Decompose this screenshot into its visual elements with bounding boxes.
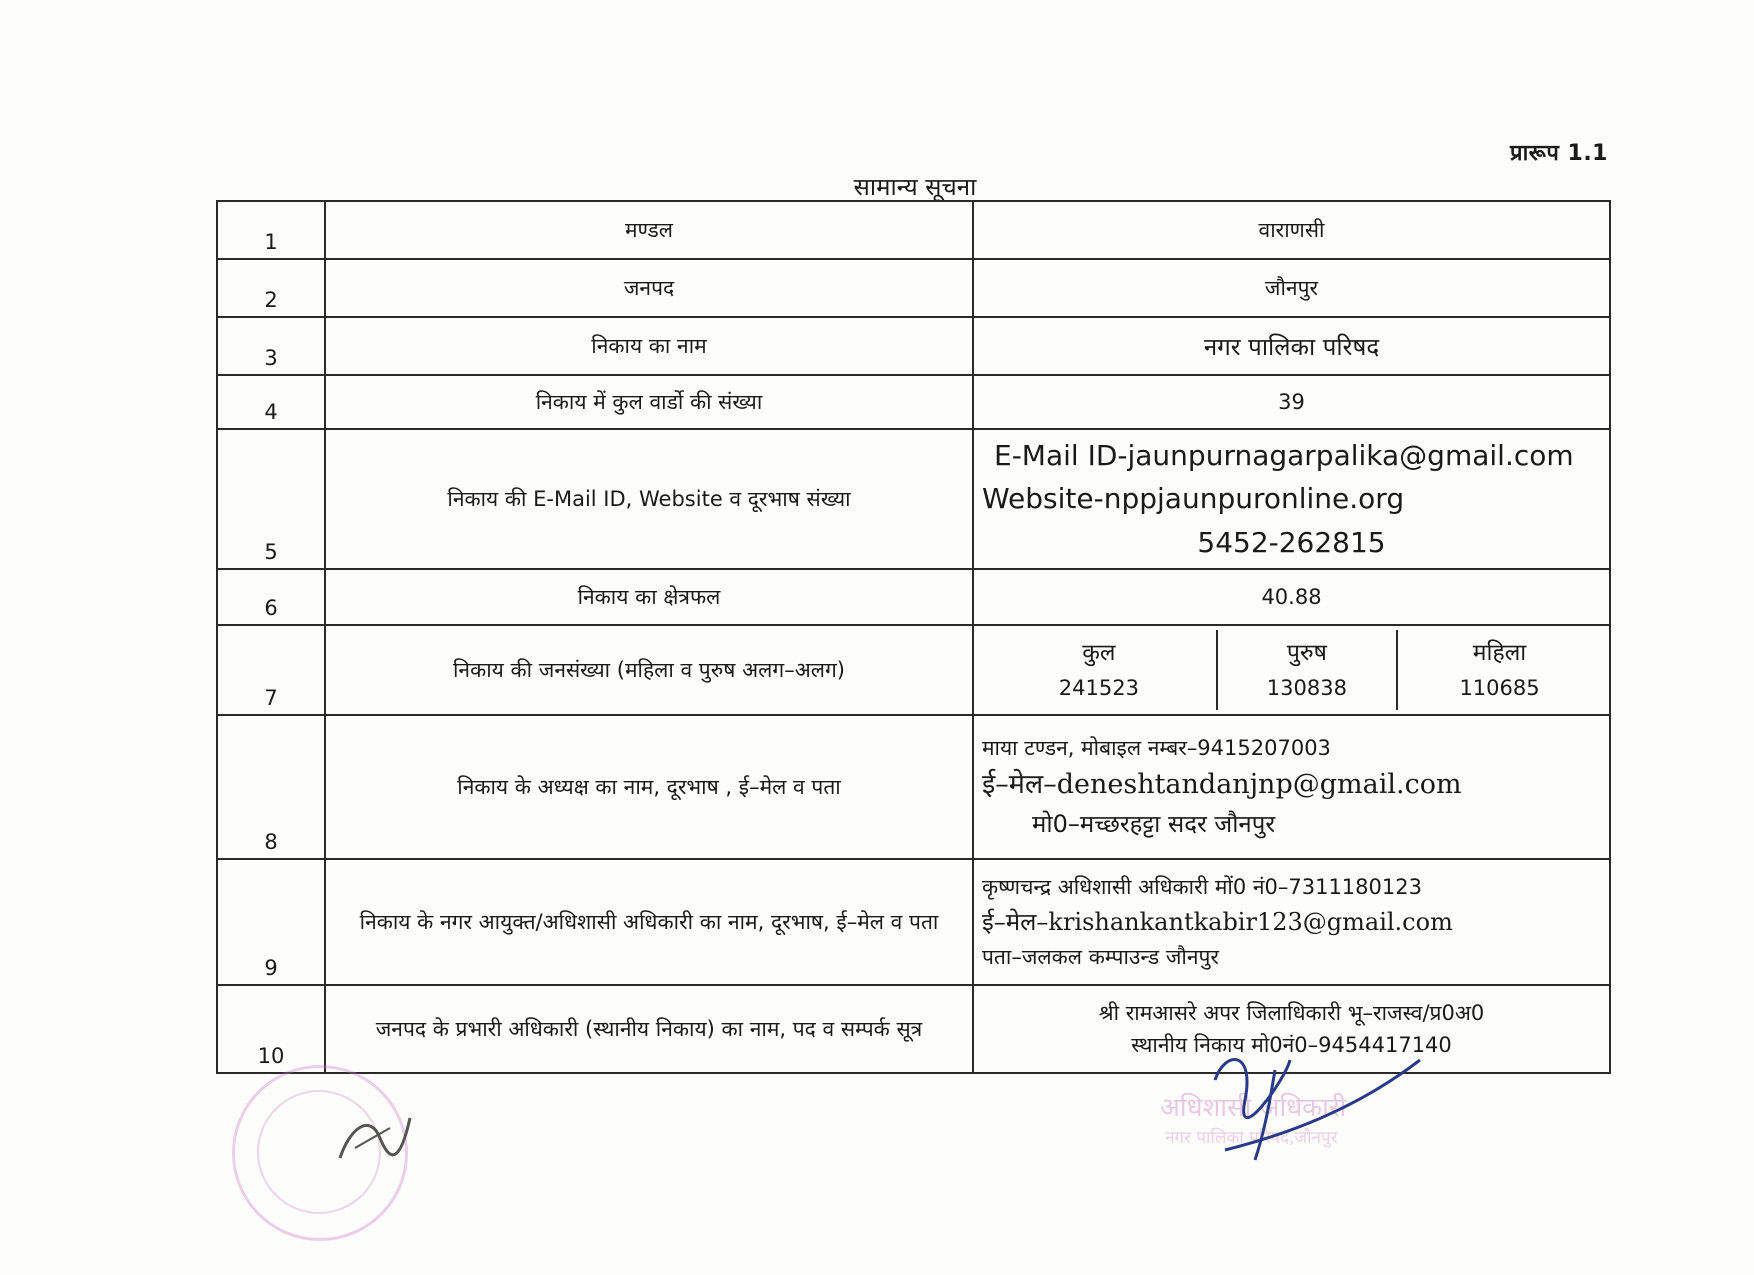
row-label: निकाय का नाम — [325, 317, 973, 375]
row-number: 2 — [217, 259, 325, 317]
chairperson-name: माया टण्डन, मोबाइल नम्बर–9415207003 — [982, 735, 1331, 760]
row-label: जनपद के प्रभारी अधिकारी (स्थानीय निकाय) का नाम, पद व सम्पर्क सूत्र — [325, 985, 973, 1073]
contact-info — [973, 429, 1610, 569]
chairperson-address: मो0–मच्छरहट्टा सदर जौनपुर — [1032, 809, 1276, 838]
row-number: 8 — [217, 715, 325, 859]
female-label: महिला — [1472, 640, 1527, 667]
phone-text: 5452-262815 — [1197, 525, 1386, 559]
total-value: 241523 — [1058, 675, 1139, 700]
website-text: Website-nppjaunpuronline.org — [982, 482, 1405, 516]
row-label: निकाय में कुल वार्डो की संख्या — [325, 375, 973, 429]
document-title: सामान्य सूचना — [853, 173, 977, 201]
row-label: निकाय के अध्यक्ष का नाम, दूरभाष , ई–मेल व पता — [325, 715, 973, 859]
row-number: 9 — [217, 859, 325, 985]
general-info-table — [216, 200, 1611, 1074]
row-number: 10 — [217, 985, 325, 1073]
row-label: जनपद — [325, 259, 973, 317]
chairperson-email: ई–मेल–deneshtandanjnp@gmail.com — [982, 769, 1462, 801]
total-label: कुल — [1082, 640, 1116, 667]
chairperson-info — [973, 715, 1610, 859]
officer-info — [973, 859, 1610, 985]
signature-left — [330, 1108, 420, 1168]
row-value: नगर पालिका परिषद — [973, 317, 1610, 375]
row-value: 39 — [973, 375, 1610, 429]
population-male — [1216, 630, 1396, 710]
male-value: 130838 — [1266, 675, 1347, 700]
table-row — [217, 625, 1610, 715]
table-row — [217, 317, 1610, 375]
table-row — [217, 375, 1610, 429]
officer-stamp-title: अधिशासी अधिकारी — [1160, 1093, 1347, 1123]
table-row — [217, 201, 1610, 259]
district-officer-phone: स्थानीय निकाय मो0नं0–9454417140 — [1131, 1033, 1452, 1058]
table-row — [217, 569, 1610, 625]
table-row — [217, 715, 1610, 859]
table-row — [217, 429, 1610, 569]
row-label: निकाय का क्षेत्रफल — [325, 569, 973, 625]
row-number: 7 — [217, 625, 325, 715]
row-label: निकाय की जनसंख्या (महिला व पुरुष अलग–अलग) — [325, 625, 973, 715]
officer-name: कृष्णचन्द्र अधिशासी अधिकारी मों0 नं0–7311180123 — [982, 875, 1422, 900]
row-number: 4 — [217, 375, 325, 429]
row-label: मण्डल — [325, 201, 973, 259]
population-cell — [973, 625, 1610, 715]
row-label: निकाय के नगर आयुक्त/अधिशासी अधिकारी का नाम, दूरभाष, ई–मेल व पता — [325, 859, 973, 985]
table-row — [217, 859, 1610, 985]
male-label: पुरुष — [1286, 640, 1327, 667]
population-female — [1396, 630, 1601, 710]
district-officer-name: श्री रामआसरे अपर जिलाधिकारी भू–राजस्व/प्र0अ0 — [1098, 1000, 1485, 1025]
table-row — [217, 259, 1610, 317]
signature-right — [1195, 1040, 1425, 1170]
female-value: 110685 — [1459, 675, 1540, 700]
row-value: वाराणसी — [973, 201, 1610, 259]
row-number: 3 — [217, 317, 325, 375]
email-text: E-Mail ID-jaunpurnagarpalika@gmail.com — [994, 439, 1574, 472]
row-number: 6 — [217, 569, 325, 625]
officer-email: ई–मेल–krishankantkabir123@gmail.com — [982, 907, 1453, 936]
officer-stamp-subtitle: नगर पालिका परिषद,जौनपुर — [1165, 1128, 1338, 1148]
form-code: प्रारूप 1.1 — [1510, 141, 1608, 166]
row-number: 1 — [217, 201, 325, 259]
officer-address: पता–जलकल कम्पाउन्ड जौनपुर — [982, 944, 1220, 969]
row-number: 5 — [217, 429, 325, 569]
row-value: 40.88 — [973, 569, 1610, 625]
row-label: निकाय की E-Mail ID, Website व दूरभाष संख्या — [325, 429, 973, 569]
population-total — [982, 630, 1216, 710]
row-value: जौनपुर — [973, 259, 1610, 317]
